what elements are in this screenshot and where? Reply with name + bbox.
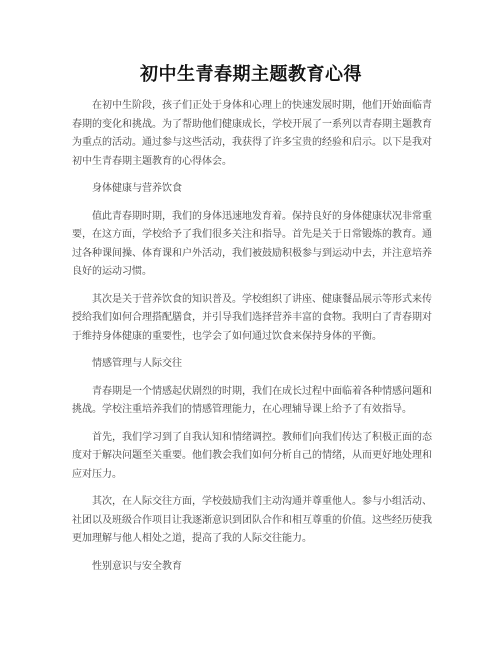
- section-heading-health: 身体健康与营养饮食: [92, 183, 182, 194]
- document-body: [72, 97, 432, 585]
- paragraph-emotion-intro: 青春期是一个情感起伏剧烈的时期，我们在成长过程中面临着各种情感问题和挑战。学校注重培养我们的情感管理能力，在心理辅导课上给予了有效指导。: [72, 385, 432, 415]
- section-heading-emotion: 情感管理与人际交往: [92, 358, 182, 369]
- paragraph-interpersonal: 其次，在人际交往方面，学校鼓励我们主动沟通并尊重他人。参与小组活动、社团以及班级合作项目让我逐渐意识到团队合作和相互尊重的价值。这些经历使我更加理解与他人相处之道，提高了我的人际交往能力。: [72, 496, 432, 544]
- section-heading-gender-safety: 性别意识与安全教育: [92, 560, 182, 572]
- intro-paragraph: 在初中生阶段，孩子们正处于身体和心理上的快速发展时期，他们开始面临青春期的变化和挑战。为了帮助他们健康成长，学校开展了一系列以青春期主题教育为重点的活动。通过参与这些活动，我获得了许多宝贵的经验和启示。以下是我对初中生青春期主题教育的心得体会。: [72, 100, 432, 167]
- paragraph-self-awareness: 首先，我们学习到了自我认知和情绪调控。教师们向我们传达了积极正面的态度对于解决问题至关重要。他们教会我们如何分析自己的情绪，从而更好地处理和应对压力。: [72, 431, 432, 480]
- paragraph-nutrition: 其次是关于营养饮食的知识普及。学校组织了讲座、健康餐品展示等形式来传授给我们如何合理搭配膳食，并引导我们选择营养丰富的食物。我明白了青春期对于维持身体健康的重要性，也学会了如何通过饮食来保持身体的平衡。: [72, 293, 432, 342]
- paragraph-exercise: 值此青春期时期，我们的身体迅速地发育着。保持良好的身体健康状况非常重要，在这方面，学校给予了我们很多关注和指导。首先是关于日常锻炼的教育。通过各种课间操、体育课和户外活动，我们被鼓励积极参与到运动中去，并注意培养良好的运动习惯。: [72, 210, 432, 277]
- document-title: 初中生青春期主题教育心得: [140, 64, 362, 85]
